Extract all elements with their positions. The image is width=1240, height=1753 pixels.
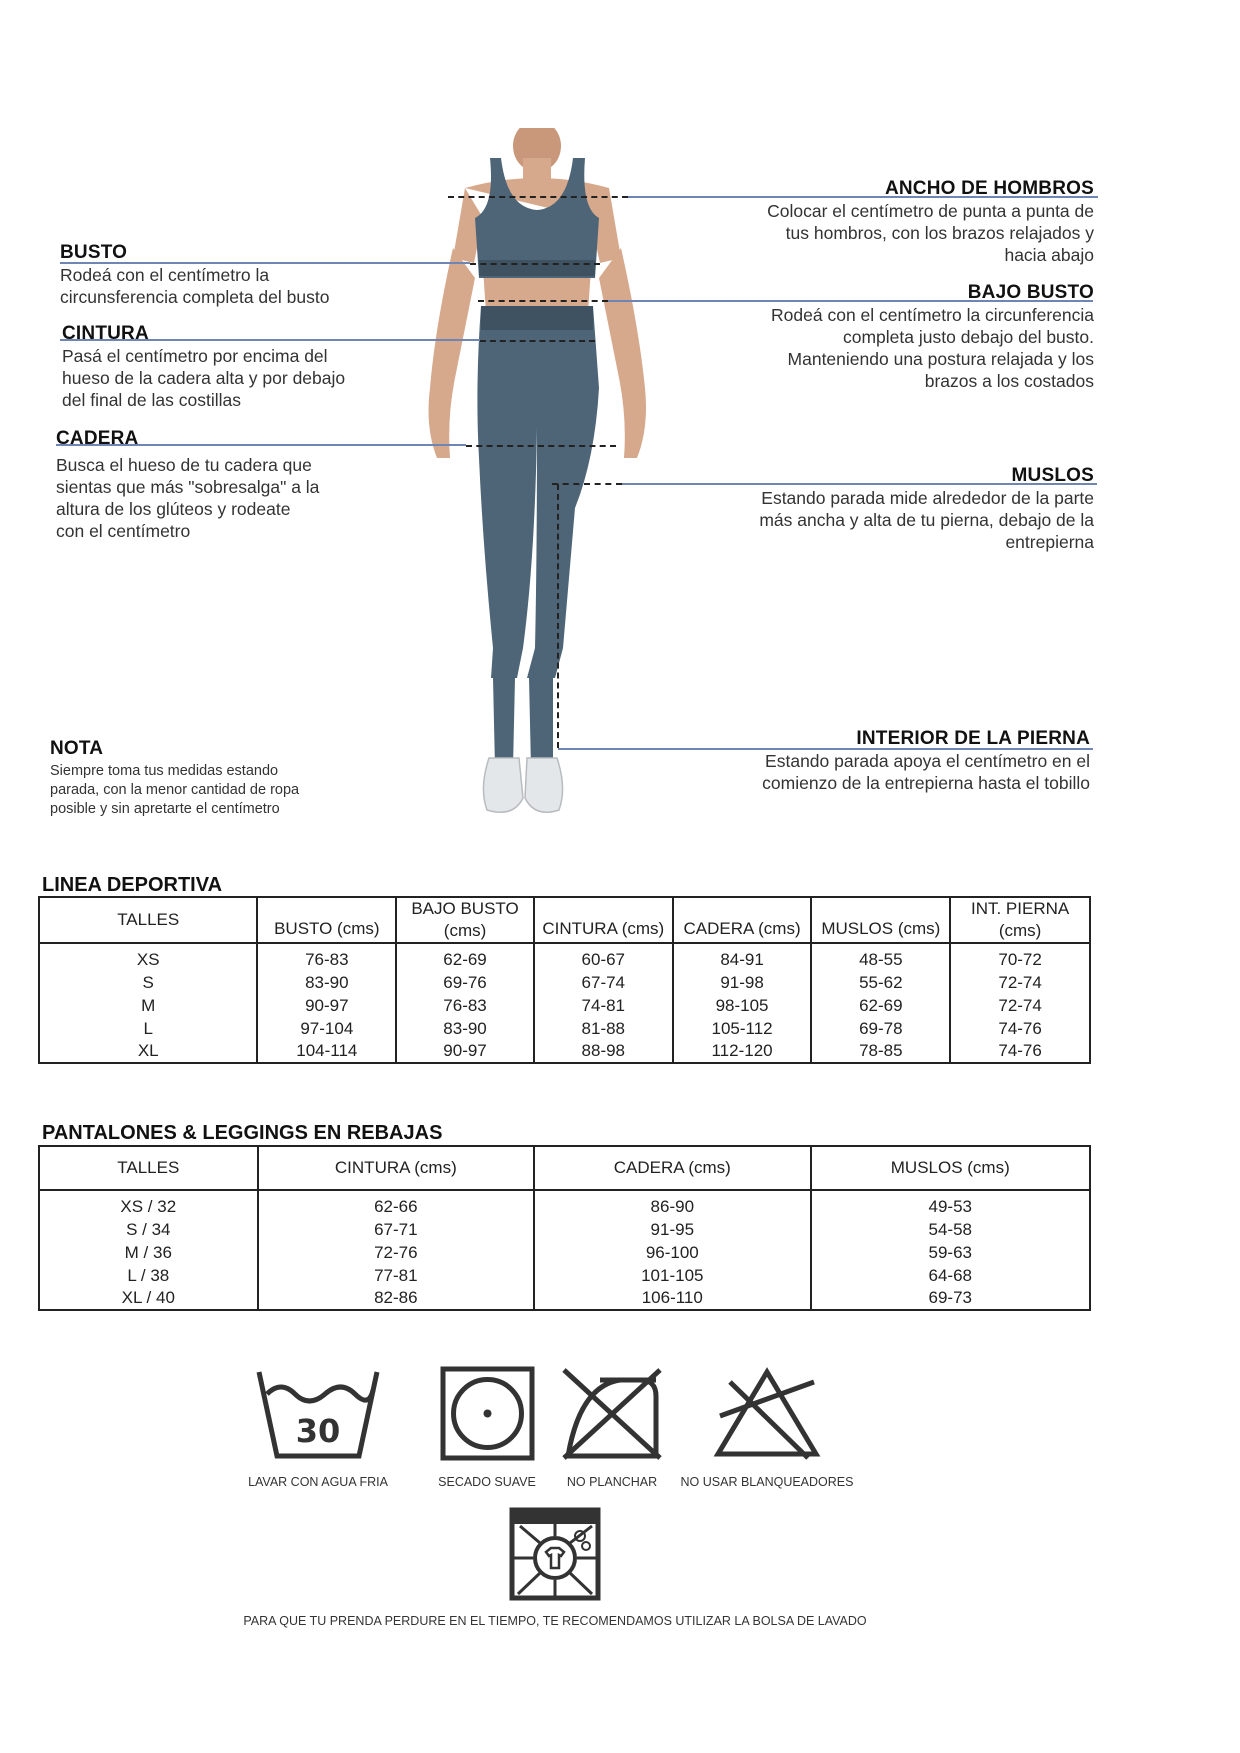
bust-desc-1: Rodeá con el centímetro la <box>60 265 270 285</box>
sport-header-busto: BUSTO (cms) <box>257 897 396 943</box>
sport-cell: 97-104 <box>257 1017 396 1040</box>
sport-cell: 74-76 <box>950 1040 1090 1063</box>
pants-cell: 69-73 <box>811 1287 1090 1310</box>
hip-desc-1: Busca el hueso de tu cadera que <box>56 455 312 475</box>
sport-cell: 48-55 <box>811 943 950 971</box>
pants-cell: 54-58 <box>811 1218 1090 1241</box>
wash-temperature: 30 <box>295 1412 341 1450</box>
inseam-dashed-line <box>557 484 559 748</box>
sport-cell: 105-112 <box>673 1017 812 1040</box>
tumble-dry-low-icon <box>440 1366 535 1461</box>
no-iron-icon <box>560 1366 664 1461</box>
bust-measure <box>60 242 460 308</box>
sport-cell: 74-76 <box>950 1017 1090 1040</box>
sport-header-talles: TALLES <box>39 897 257 943</box>
sport-cell: XS <box>39 943 257 971</box>
inseam-desc-2: comienzo de la entrepierna hasta el tobillo <box>762 773 1090 793</box>
sport-cell: 88-98 <box>534 1040 673 1063</box>
hip-desc-2: sientas que más "sobresalga" a la <box>56 477 320 497</box>
pants-table-row <box>39 1287 1090 1310</box>
note-desc-1: Siempre toma tus medidas estando <box>50 763 279 779</box>
pants-header-cadera: CADERA (cms) <box>534 1146 810 1190</box>
sport-cell: 112-120 <box>673 1040 812 1063</box>
pants-cell: 72-76 <box>258 1241 534 1264</box>
sport-cell: 69-76 <box>396 971 534 994</box>
sport-line-table <box>38 896 1091 1064</box>
sport-cell: 70-72 <box>950 943 1090 971</box>
sport-cell: 76-83 <box>257 943 396 971</box>
sport-cell: M <box>39 994 257 1017</box>
underbust-desc-3: Manteniendo una postura relajada y los <box>787 349 1094 369</box>
dry-care <box>412 1366 562 1489</box>
sport-cell: XL <box>39 1040 257 1063</box>
pants-cell: 77-81 <box>258 1264 534 1287</box>
waist-dashed-line <box>480 340 595 342</box>
hip-desc-3: altura de los glúteos y rodeate <box>56 499 291 519</box>
pants-header-cintura: CINTURA (cms) <box>258 1146 534 1190</box>
thigh-desc-1: Estando parada mide alrededor de la parte <box>761 488 1094 508</box>
sport-cell: 67-74 <box>534 971 673 994</box>
hip-desc-4: con el centímetro <box>56 521 191 541</box>
sport-cell: 98-105 <box>673 994 812 1017</box>
inseam-desc-1: Estando parada apoya el centímetro en el <box>765 751 1090 771</box>
underbust-desc-1: Rodeá con el centímetro la circunferencia <box>771 305 1094 325</box>
pants-header-talles: TALLES <box>39 1146 258 1190</box>
hip-measure <box>56 428 456 542</box>
inseam-title: INTERIOR DE LA PIERNA <box>856 728 1090 749</box>
pants-cell: 96-100 <box>534 1241 810 1264</box>
wash-care <box>228 1366 408 1489</box>
shoulder-desc-1: Colocar el centímetro de punta a punta de <box>767 201 1094 221</box>
hip-dashed-line <box>466 445 616 447</box>
sport-table-row <box>39 1017 1090 1040</box>
waist-measure <box>62 323 462 411</box>
pants-header-muslos: MUSLOS (cms) <box>811 1146 1090 1190</box>
bust-dashed-line <box>470 263 600 265</box>
sport-cell: 90-97 <box>257 994 396 1017</box>
pants-cell: 64-68 <box>811 1264 1090 1287</box>
pants-cell: 106-110 <box>534 1287 810 1310</box>
no-bleach-icon <box>712 1366 822 1461</box>
underbust-dashed-line <box>478 300 608 302</box>
sport-table-row <box>39 994 1090 1017</box>
waist-title: CINTURA <box>62 323 149 344</box>
thigh-desc-2: más ancha y alta de tu pierna, debajo de la <box>759 510 1094 530</box>
bust-desc-2: circunsferencia completa del busto <box>60 287 330 307</box>
sport-cell: 60-67 <box>534 943 673 971</box>
pants-cell: 67-71 <box>258 1218 534 1241</box>
sport-cell: 81-88 <box>534 1017 673 1040</box>
iron-care <box>552 1366 672 1489</box>
sport-cell: 62-69 <box>396 943 534 971</box>
hip-title: CADERA <box>56 428 139 449</box>
pants-cell: 59-63 <box>811 1241 1090 1264</box>
laundry-bag-care <box>225 1506 885 1628</box>
waist-desc-1: Pasá el centímetro por encima del <box>62 346 328 366</box>
sport-cell: L <box>39 1017 257 1040</box>
sport-cell: 55-62 <box>811 971 950 994</box>
pants-cell: 82-86 <box>258 1287 534 1310</box>
thigh-dashed-line <box>552 483 622 485</box>
shoulder-desc-2: tus hombros, con los brazos relajados y <box>785 223 1094 243</box>
pants-cell: L / 38 <box>39 1264 258 1287</box>
pants-cell: XS / 32 <box>39 1190 258 1218</box>
shoulder-desc-3: hacia abajo <box>1004 245 1094 265</box>
wash-label: LAVAR CON AGUA FRIA <box>248 1475 388 1489</box>
sport-cell: S <box>39 971 257 994</box>
sport-cell: 84-91 <box>673 943 812 971</box>
pants-cell: XL / 40 <box>39 1287 258 1310</box>
sport-cell: 83-90 <box>257 971 396 994</box>
underbust-title: BAJO BUSTO <box>967 282 1094 303</box>
waist-desc-2: hueso de la cadera alta y por debajo <box>62 368 346 388</box>
laundry-bag-note: PARA QUE TU PRENDA PERDURE EN EL TIEMPO, TE RECOMENDAMOS UTILIZAR LA BOLSA DE LAVADO <box>243 1614 867 1628</box>
shoulder-measure <box>640 178 1094 266</box>
pants-cell: 91-95 <box>534 1218 810 1241</box>
underbust-desc-2: completa justo debajo del busto. <box>843 327 1094 347</box>
sport-table-row <box>39 971 1090 994</box>
underbust-desc-4: brazos a los costados <box>924 371 1094 391</box>
underbust-measure <box>640 282 1094 392</box>
sport-cell: 62-69 <box>811 994 950 1017</box>
pants-table <box>38 1145 1091 1311</box>
sport-header-cintura: CINTURA (cms) <box>534 897 673 943</box>
sport-header-muslos: MUSLOS (cms) <box>811 897 950 943</box>
thigh-title: MUSLOS <box>1011 465 1094 486</box>
pants-cell: 101-105 <box>534 1264 810 1287</box>
note-block <box>50 738 410 819</box>
sport-header-int-pierna: INT. PIERNA (cms) <box>950 897 1090 943</box>
sport-cell: 74-81 <box>534 994 673 1017</box>
thigh-measure <box>640 465 1094 553</box>
note-desc-3: posible y sin apretarte el centímetro <box>50 801 280 817</box>
sport-table-row <box>39 1040 1090 1063</box>
sport-cell: 90-97 <box>396 1040 534 1063</box>
pants-title: PANTALONES & LEGGINGS EN REBAJAS <box>42 1122 443 1144</box>
note-title: NOTA <box>50 738 104 759</box>
sport-table-row <box>39 943 1090 971</box>
pants-cell: S / 34 <box>39 1218 258 1241</box>
shoulder-dashed-line <box>448 196 628 198</box>
pants-table-row <box>39 1264 1090 1287</box>
sport-cell: 91-98 <box>673 971 812 994</box>
inseam-measure <box>640 728 1090 794</box>
dry-label: SECADO SUAVE <box>438 1475 536 1489</box>
sport-cell: 83-90 <box>396 1017 534 1040</box>
waist-desc-3: del final de las costillas <box>62 390 241 410</box>
pants-cell: 49-53 <box>811 1190 1090 1218</box>
sport-header-bajo-busto: BAJO BUSTO (cms) <box>396 897 534 943</box>
bleach-care <box>672 1366 862 1489</box>
sport-cell: 104-114 <box>257 1040 396 1063</box>
pants-table-row <box>39 1241 1090 1264</box>
pants-table-row <box>39 1218 1090 1241</box>
sport-cell: 72-74 <box>950 994 1090 1017</box>
thigh-desc-3: entrepierna <box>1005 532 1094 552</box>
sport-header-cadera: CADERA (cms) <box>673 897 812 943</box>
pants-table-row <box>39 1190 1090 1218</box>
pants-cell: M / 36 <box>39 1241 258 1264</box>
bleach-label: NO USAR BLANQUEADORES <box>680 1475 854 1489</box>
sport-cell: 76-83 <box>396 994 534 1017</box>
shoulder-title: ANCHO DE HOMBROS <box>884 178 1094 199</box>
sport-cell: 69-78 <box>811 1017 950 1040</box>
sport-line-title: LINEA DEPORTIVA <box>42 874 223 896</box>
bust-title: BUSTO <box>60 242 128 263</box>
pants-cell: 86-90 <box>534 1190 810 1218</box>
laundry-bag-icon <box>508 1506 602 1602</box>
note-desc-2: parada, con la menor cantidad de ropa <box>50 782 300 798</box>
iron-label: NO PLANCHAR <box>566 1475 658 1489</box>
sport-cell: 78-85 <box>811 1040 950 1063</box>
sport-cell: 72-74 <box>950 971 1090 994</box>
wash-30-icon <box>253 1366 383 1461</box>
pants-cell: 62-66 <box>258 1190 534 1218</box>
